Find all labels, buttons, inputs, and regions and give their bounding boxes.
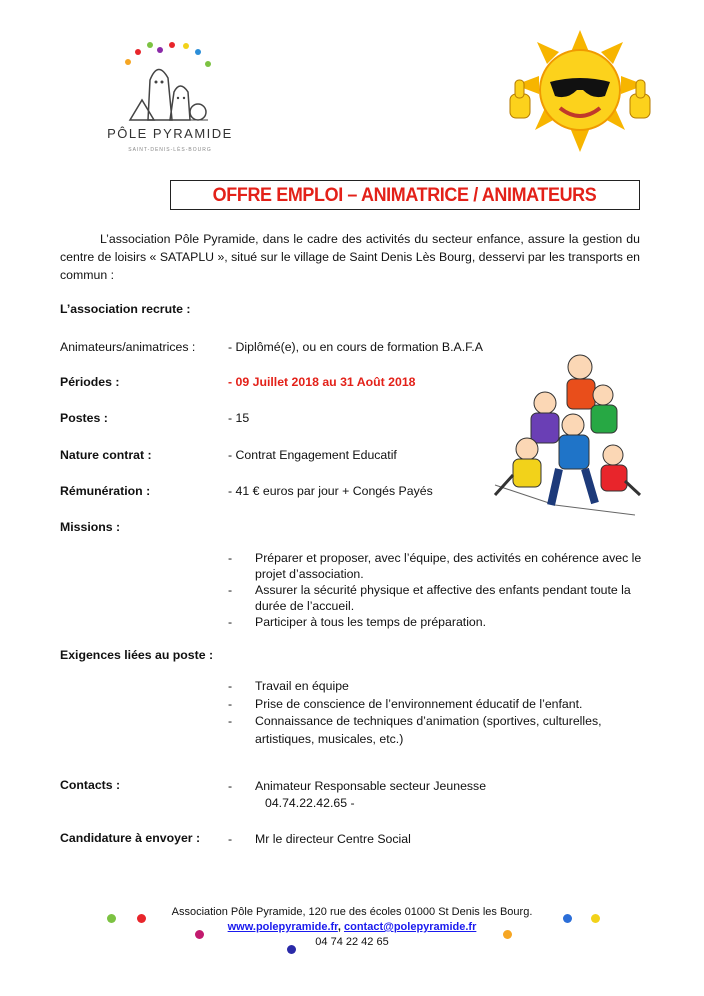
periodes-value: - 09 Juillet 2018 au 31 Août 2018 <box>228 375 416 389</box>
sun-thumbs-up-image <box>505 30 655 155</box>
mission-text: Assurer la sécurité physique et affective des enfants pendant toute la durée de l’accueil. <box>255 583 631 613</box>
logo-title: PÔLE PYRAMIDE <box>107 126 233 141</box>
list-item: - Prise de conscience de l’environnement éducatif de l’enfant. <box>228 696 583 711</box>
animateurs-label: Animateurs/animatrices : <box>60 340 196 354</box>
children-pyramid-illustration <box>485 345 645 520</box>
list-item: - Assurer la sécurité physique et affective des enfants pendant toute la durée de l’accueil. <box>228 583 631 613</box>
footer-phone: 04 74 22 42 65 <box>315 936 389 948</box>
postes-label: Postes : <box>60 411 108 425</box>
contrat-label: Nature contrat : <box>60 448 152 462</box>
intro-text: L’association Pôle Pyramide, dans le cadre des activités du secteur enfance, assure la gestion du centre de loisirs « SATAPLU », situé sur le village de Saint Denis Lès Bourg, desservi par les transports en commun : <box>60 232 640 282</box>
list-item: - Connaissance de techniques d’animation (sportives, culturelles, artistiques, musicales, etc.) <box>228 714 602 746</box>
exigences-heading: Exigences liées au poste : <box>60 648 214 662</box>
remuneration-label: Rémunération : <box>60 484 151 498</box>
mission-text: Participer à tous les temps de préparation. <box>255 615 487 629</box>
remuneration-value: - 41 € euros par jour + Congés Payés <box>228 484 433 498</box>
candidature-label: Candidature à envoyer : <box>60 831 201 845</box>
email-link[interactable]: contact@polepyramide.fr <box>343 921 477 933</box>
footer <box>0 905 704 950</box>
contact-phone: 04.74.22.42.65 - <box>265 796 355 810</box>
mission-text: Préparer et proposer, avec l’équipe, des activités en cohérence avec le projet d’association. <box>255 551 642 581</box>
website-link[interactable]: www.polepyramide.fr <box>227 921 338 933</box>
exigence-text: Travail en équipe <box>255 679 349 693</box>
postes-value: - 15 <box>228 411 250 425</box>
contacts-label: Contacts : <box>60 778 121 792</box>
footer-address: Association Pôle Pyramide, 120 rue des écoles 01000 St Denis les Bourg. <box>171 906 533 918</box>
contacts-list <box>228 778 648 812</box>
exigence-text: Prise de conscience de l’environnement éducatif de l’enfant. <box>255 696 583 711</box>
candidature-value: Mr le directeur Centre Social <box>255 832 411 846</box>
list-item: - Mr le directeur Centre Social <box>228 832 411 846</box>
exigences-list <box>228 678 628 748</box>
logo-subtitle: SAINT-DENIS-LÈS-BOURG <box>128 147 212 153</box>
pole-pyramide-logo <box>100 40 240 160</box>
exigence-text: Connaissance de techniques d’animation (sportives, culturelles, artistiques, musicales, etc.) <box>255 714 602 746</box>
list-item: - Animateur Responsable secteur Jeunesse 04.74.22.42.65 - <box>228 779 487 810</box>
list-item: - Travail en équipe <box>228 679 349 693</box>
footer-separator: , <box>337 921 341 933</box>
animateurs-value: - Diplômé(e), ou en cours de formation B.A.F.A <box>228 340 483 354</box>
intro-paragraph <box>60 230 640 284</box>
pyramide-figures-icon <box>100 40 240 130</box>
contrat-value: - Contrat Engagement Educatif <box>228 448 397 462</box>
missions-list <box>228 550 648 630</box>
offer-title: OFFRE EMPLOI – ANIMATRICE / ANIMATEURS <box>213 183 597 206</box>
contact-name: Animateur Responsable secteur Jeunesse <box>255 779 487 793</box>
candidature-list <box>228 831 648 847</box>
periodes-label: Périodes : <box>60 375 120 389</box>
list-item: - Préparer et proposer, avec l’équipe, des activités en cohérence avec le projet d’association. <box>228 551 642 581</box>
offer-title-box <box>170 180 640 210</box>
list-item: - Participer à tous les temps de préparation. <box>228 615 487 629</box>
missions-heading: Missions : <box>60 520 121 534</box>
recruits-heading: L’association recrute : <box>60 302 191 316</box>
